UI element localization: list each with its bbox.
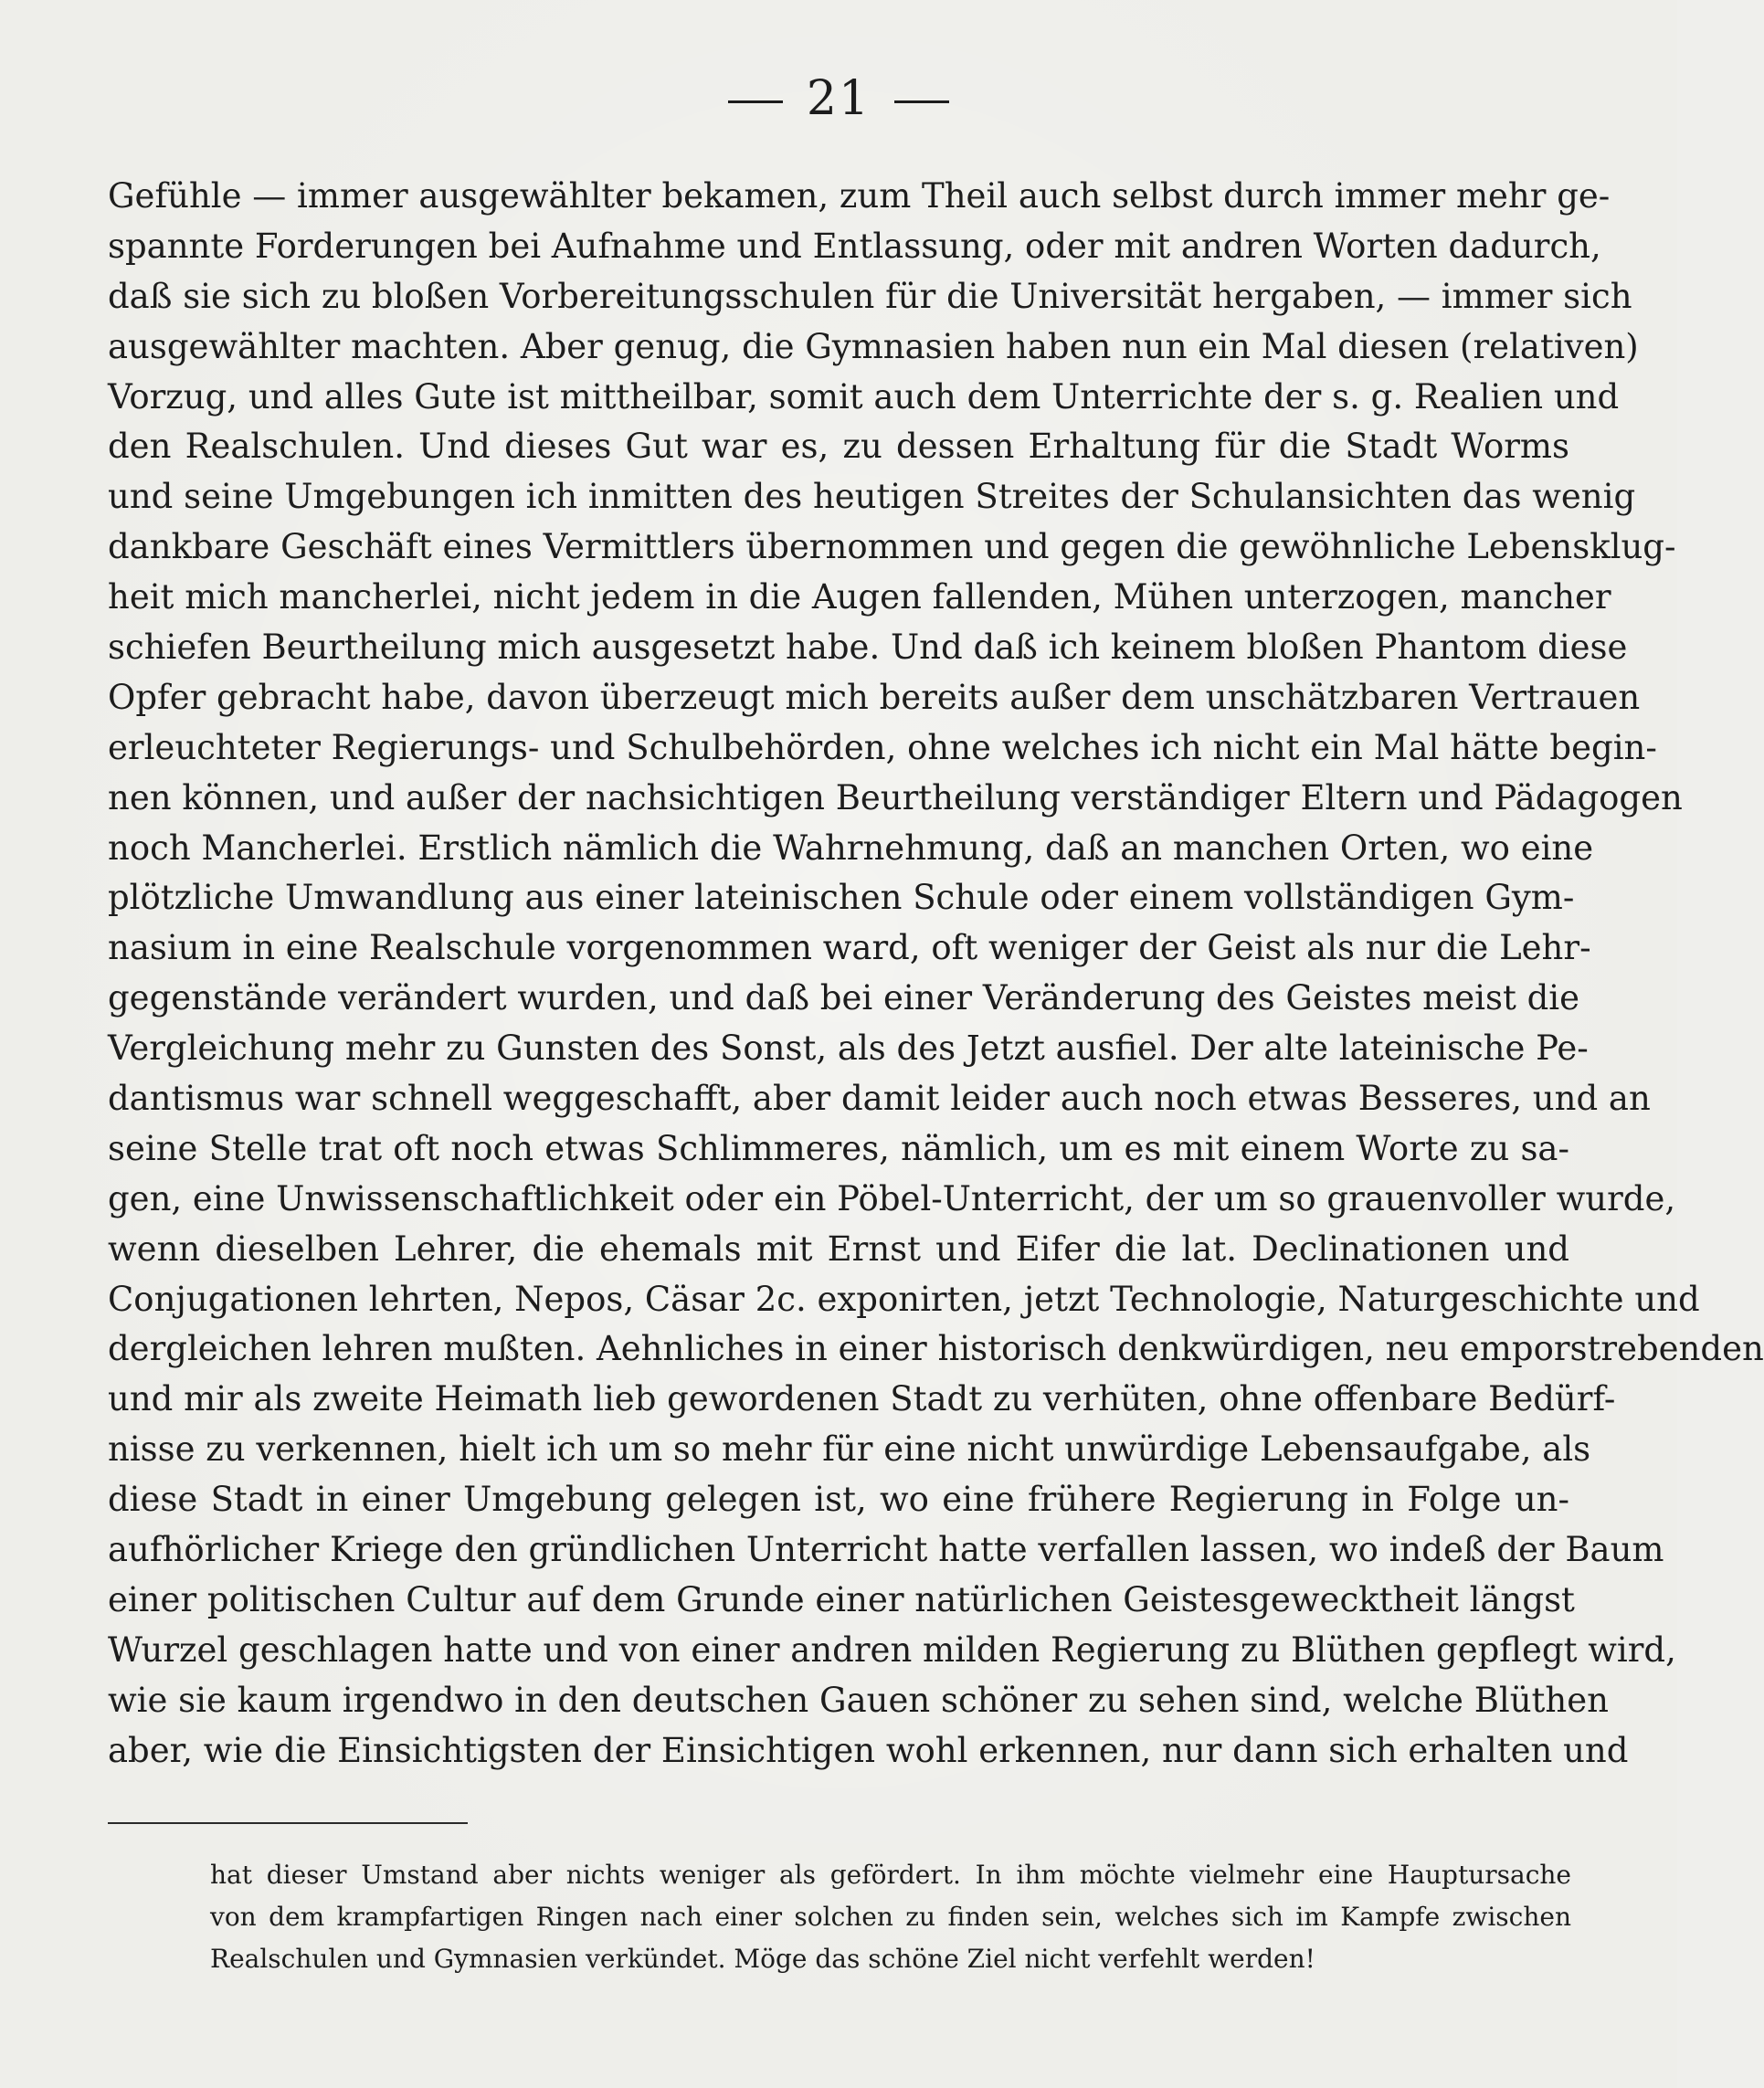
footnote-line: von dem krampfartigen Ringen nach einer solchen zu finden sein, welches sich im Kampfe zwischen: [210, 1902, 1571, 1932]
text-line: wie sie kaum irgendwo in den deutschen Gauen schöner zu sehen sind, welche Blüthen: [108, 1680, 1609, 1720]
text-line: wenn dieselben Lehrer, die ehemals mit Ernst und Eifer die lat. Declinationen und: [108, 1229, 1569, 1269]
main-text-block: [108, 172, 1764, 1777]
text-line: gen, eine Unwissenschaftlichkeit oder ein Pöbel-Unterricht, der um so grauenvoller wurde,: [108, 1178, 1676, 1218]
page-number: 21: [806, 71, 871, 126]
text-line: Conjugationen lehrten, Nepos, Cäsar 2c. exponirten, jetzt Technologie, Naturgeschichte und: [108, 1279, 1700, 1319]
footnote-divider: [108, 1822, 468, 1824]
text-line: Opfer gebracht habe, davon überzeugt mich bereits außer dem unschätzbaren Vertrauen: [108, 677, 1641, 717]
text-line: dantismus war schnell weggeschafft, aber damit leider auch noch etwas Besseres, und an: [108, 1079, 1651, 1119]
text-line: dankbare Geschäft eines Vermittlers übernommen und gegen die gewöhnliche Lebensklug-: [108, 527, 1676, 567]
text-line: aufhörlicher Kriege den gründlichen Unterricht hatte verfallen lassen, wo indeß der Baum: [108, 1530, 1664, 1570]
text-line: nisse zu verkennen, hielt ich um so mehr für eine nicht unwürdige Lebensaufgabe, als: [108, 1429, 1591, 1470]
text-line: ausgewählter machten. Aber genug, die Gymnasien haben nun ein Mal diesen (relativen): [108, 326, 1639, 366]
text-line: aber, wie die Einsichtigsten der Einsichtigen wohl erkennen, nur dann sich erhalten und: [108, 1730, 1629, 1770]
text-line: und seine Umgebungen ich inmitten des heutigen Streites der Schulansichten das wenig: [108, 477, 1636, 517]
text-line: nen können, und außer der nachsichtigen Beurtheilung verständiger Eltern und Pädagogen: [108, 777, 1683, 817]
footnote-line: hat dieser Umstand aber nichts weniger als gefördert. In ihm möchte vielmehr eine Hauptursache: [210, 1860, 1571, 1890]
text-line: einer politischen Cultur auf dem Grunde einer natürlichen Geistesgewecktheit längst: [108, 1579, 1575, 1619]
page-number-header: [0, 71, 1677, 126]
text-line: heit mich mancherlei, nicht jedem in die Augen fallenden, Mühen unterzogen, mancher: [108, 577, 1611, 617]
left-dash: [728, 100, 783, 103]
text-line: Vergleichung mehr zu Gunsten des Sonst, als des Jetzt ausfiel. Der alte lateinische Pe-: [108, 1028, 1589, 1069]
text-line: den Realschulen. Und dieses Gut war es, zu dessen Erhaltung für die Stadt Worms: [108, 427, 1569, 467]
text-line: gegenstände verändert wurden, und daß bei einer Veränderung des Geistes meist die: [108, 978, 1580, 1018]
text-line: noch Mancherlei. Erstlich nämlich die Wahrnehmung, daß an manchen Orten, wo eine: [108, 828, 1594, 868]
text-line: und mir als zweite Heimath lieb gewordenen Stadt zu verhüten, ohne offenbare Bedürf-: [108, 1379, 1616, 1419]
text-line: Gefühle — immer ausgewählter bekamen, zum Theil auch selbst durch immer mehr ge-: [108, 176, 1611, 216]
footnote-block: [210, 1854, 1571, 1980]
footnote-line: Realschulen und Gymnasien verkündet. Möge das schöne Ziel nicht verfehlt werden!: [210, 1944, 1315, 1974]
text-line: Vorzug, und alles Gute ist mittheilbar, somit auch dem Unterrichte der s. g. Realien und: [108, 376, 1620, 417]
text-line: seine Stelle trat oft noch etwas Schlimmeres, nämlich, um es mit einem Worte zu sa-: [108, 1128, 1569, 1168]
text-line: diese Stadt in einer Umgebung gelegen ist, wo eine frühere Regierung in Folge un-: [108, 1480, 1569, 1520]
text-line: dergleichen lehren mußten. Aehnliches in einer historisch denkwürdigen, neu emporstrebenden: [108, 1329, 1764, 1369]
text-line: spannte Forderungen bei Aufnahme und Entlassung, oder mit andren Worten dadurch,: [108, 226, 1601, 266]
text-line: plötzliche Umwandlung aus einer lateinischen Schule oder einem vollständigen Gym-: [108, 878, 1575, 918]
right-dash: [894, 100, 949, 103]
text-line: Wurzel geschlagen hatte und von einer andren milden Regierung zu Blüthen gepflegt wird,: [108, 1629, 1676, 1670]
text-line: nasium in eine Realschule vorgenommen ward, oft weniger der Geist als nur die Lehr-: [108, 928, 1591, 968]
text-line: schiefen Beurtheilung mich ausgesetzt habe. Und daß ich keinem bloßen Phantom diese: [108, 627, 1628, 668]
text-line: daß sie sich zu bloßen Vorbereitungsschulen für die Universität hergaben, — immer sich: [108, 276, 1632, 316]
text-line: erleuchteter Regierungs- und Schulbehörden, ohne welches ich nicht ein Mal hätte begin-: [108, 727, 1657, 767]
